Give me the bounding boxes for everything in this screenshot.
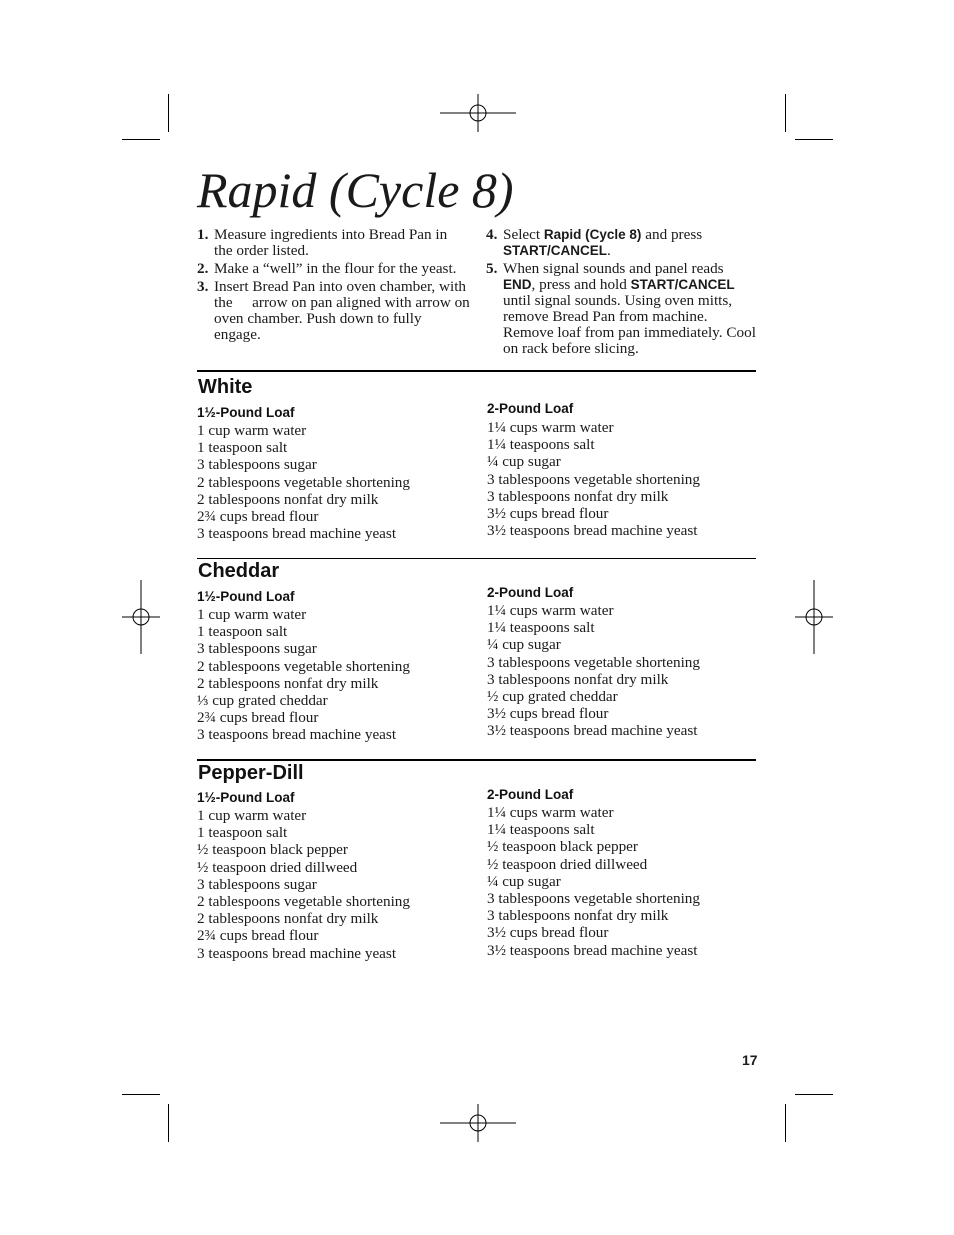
list-item: ½ teaspoon black pepper — [197, 841, 348, 859]
step-1 — [197, 227, 467, 259]
list-item: ¼ cup sugar — [487, 872, 561, 890]
step-text — [197, 279, 472, 343]
list-item: 3 tablespoons nonfat dry milk — [487, 487, 669, 505]
loaf-size-label: 2-Pound Loaf — [487, 787, 574, 802]
list-item: 3 teaspoons bread machine yeast — [197, 944, 397, 962]
step-5 — [486, 261, 756, 357]
step-2 — [197, 261, 472, 277]
list-item: 1 cup warm water — [197, 422, 307, 439]
list-item: 2¾ cups bread flour — [197, 508, 319, 526]
step-text-part: , press and hold — [531, 276, 631, 293]
loaf-size-label: 2-Pound Loaf — [487, 585, 574, 600]
step-number: 5. — [486, 260, 498, 277]
list-item: 3 tablespoons sugar — [197, 456, 317, 474]
list-item: 1 cup warm water — [197, 807, 307, 824]
page-title: Rapid (Cycle 8) — [197, 162, 514, 218]
step-text-part: arrow on pan aligned with arrow on oven chamber. Push down to fully engage. — [214, 294, 470, 343]
list-item: 1¼ cups warm water — [487, 602, 614, 619]
recipe-title-white: White — [198, 376, 253, 398]
list-item: 1 teaspoon salt — [197, 439, 288, 457]
list-item: 1¼ teaspoons salt — [487, 821, 595, 839]
list-item: 1 teaspoon salt — [197, 824, 288, 842]
step-number: 1. — [197, 226, 209, 243]
list-item: 3½ cups bread flour — [487, 705, 609, 723]
list-item: 3 tablespoons nonfat dry milk — [487, 907, 669, 925]
step-number: 2. — [197, 260, 209, 277]
registration-mark-icon — [440, 94, 516, 132]
registration-mark-icon — [440, 1104, 516, 1142]
cycle-name: Rapid (Cycle 8) — [543, 227, 642, 242]
step-number: 3. — [197, 278, 209, 295]
list-item: ⅓ cup grated cheddar — [197, 692, 328, 710]
list-item: ½ cup grated cheddar — [487, 688, 618, 706]
list-item: 3 tablespoons sugar — [197, 875, 317, 893]
list-item: 1¼ cups warm water — [487, 419, 614, 436]
loaf-size-label: 1½-Pound Loaf — [197, 589, 295, 604]
list-item: ½ teaspoon dried dillweed — [487, 855, 648, 873]
button-name: START/CANCEL — [630, 277, 735, 292]
list-item: ½ teaspoon dried dillweed — [197, 858, 358, 876]
list-item: 3 tablespoons vegetable shortening — [487, 890, 700, 908]
list-item: 3 tablespoons vegetable shortening — [487, 470, 700, 488]
section-divider — [197, 370, 756, 372]
list-item: 3 tablespoons sugar — [197, 640, 317, 658]
step-3 — [197, 279, 472, 343]
display-text: END — [503, 277, 532, 292]
loaf-size-label: 2-Pound Loaf — [487, 401, 574, 416]
list-item: 2 tablespoons nonfat dry milk — [197, 490, 379, 508]
step-text: Make a “well” in the flour for the yeast. — [214, 260, 457, 277]
step-4 — [486, 227, 756, 259]
ingredient-list — [487, 602, 700, 740]
list-item: 2 tablespoons vegetable shortening — [197, 893, 410, 911]
recipe-title-pepper-dill: Pepper-Dill — [198, 762, 304, 784]
list-item: 2 tablespoons nonfat dry milk — [197, 910, 379, 928]
step-text: Measure ingredients into Bread Pan in the order listed. — [214, 226, 448, 259]
list-item: 3½ teaspoons bread machine yeast — [487, 522, 698, 540]
list-item: 2 tablespoons vegetable shortening — [197, 473, 410, 491]
step-number: 4. — [486, 226, 498, 243]
list-item: 3½ cups bread flour — [487, 924, 609, 942]
step-text-part: . — [607, 242, 611, 259]
list-item: 1¼ teaspoons salt — [487, 619, 595, 637]
registration-mark-icon — [122, 580, 160, 654]
step-text-part: Select — [503, 226, 544, 243]
list-item: 3½ teaspoons bread machine yeast — [487, 722, 698, 740]
recipe-title-cheddar: Cheddar — [198, 560, 280, 582]
registration-mark-icon — [795, 580, 833, 654]
step-text — [486, 261, 756, 357]
ingredient-list — [197, 606, 410, 744]
list-item: 2¾ cups bread flour — [197, 927, 319, 945]
list-item: ¼ cup sugar — [487, 453, 561, 471]
list-item: ¼ cup sugar — [487, 636, 561, 654]
list-item: 3 tablespoons nonfat dry milk — [487, 670, 669, 688]
ingredient-list — [197, 422, 410, 542]
ingredient-list — [197, 807, 410, 962]
ingredient-list — [487, 804, 700, 959]
list-item: ½ teaspoon black pepper — [487, 838, 638, 856]
list-item: 3 teaspoons bread machine yeast — [197, 726, 397, 744]
list-item: 1 cup warm water — [197, 606, 307, 623]
list-item: 1¼ cups warm water — [487, 804, 614, 821]
step-text-part: until signal sounds. Using oven mitts, remove Bread Pan from machine. Remove loaf from pan immediately. Cool on rack before slicing. — [503, 292, 756, 357]
step-text-part: Insert Bread Pan into oven chamber, with the — [214, 278, 467, 311]
list-item: 3½ teaspoons bread machine yeast — [487, 941, 698, 959]
button-name: START/CANCEL — [503, 243, 607, 258]
list-item: 2 tablespoons vegetable shortening — [197, 657, 410, 675]
page-number: 17 — [742, 1052, 758, 1068]
loaf-size-label: 1½-Pound Loaf — [197, 790, 295, 805]
list-item: 3½ cups bread flour — [487, 505, 609, 523]
step-text-part: and press — [641, 226, 703, 243]
step-text-part: When signal sounds and panel reads — [503, 260, 724, 277]
step-text — [486, 227, 756, 259]
ingredient-list — [487, 419, 700, 539]
list-item: 2¾ cups bread flour — [197, 709, 319, 727]
list-item: 3 tablespoons vegetable shortening — [487, 653, 700, 671]
list-item: 2 tablespoons nonfat dry milk — [197, 674, 379, 692]
list-item: 1¼ teaspoons salt — [487, 436, 595, 454]
list-item: 1 teaspoon salt — [197, 623, 288, 641]
loaf-size-label: 1½-Pound Loaf — [197, 405, 295, 420]
list-item: 3 teaspoons bread machine yeast — [197, 525, 397, 543]
section-divider — [197, 558, 756, 559]
